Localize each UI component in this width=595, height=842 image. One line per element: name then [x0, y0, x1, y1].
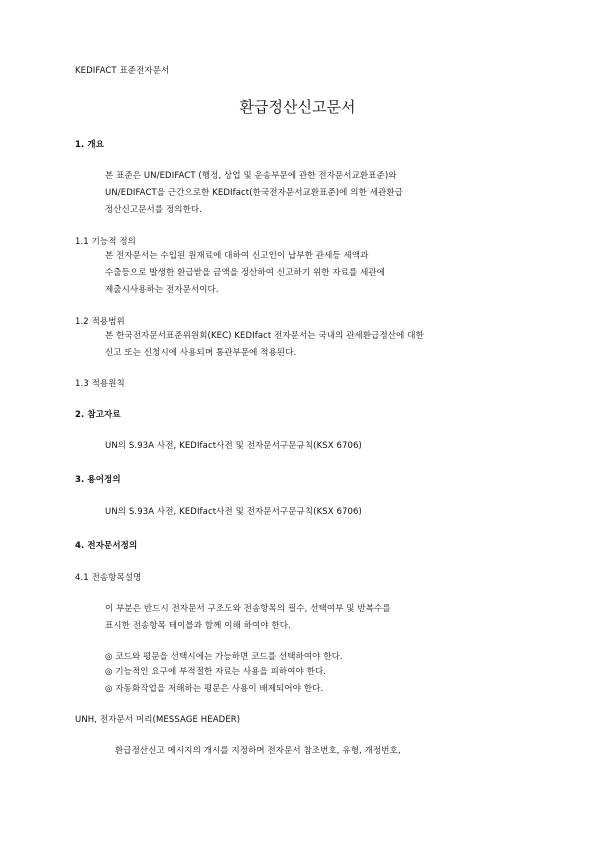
section-1-2-heading: 1.2 적용범위 [75, 317, 125, 327]
section-1-heading: 1. 개요 [75, 140, 105, 150]
section-1-1-paragraph-line: 제출시사용하는 전자문서이다. [105, 285, 219, 295]
document-header: KEDIFACT 표준전자문서 [75, 66, 170, 76]
unh-heading: UNH, 전자문서 머리(MESSAGE HEADER) [75, 715, 241, 725]
section-1-1-heading: 1.1 기능적 정의 [75, 237, 136, 247]
section-1-1-paragraph-line: 수출등으로 발생한 환급받을 금액을 정산하여 신고하기 위한 자료를 세관에 [105, 268, 386, 278]
document-title: 환급정산신고문서 [239, 98, 356, 116]
section-4-1-paragraph-line: 이 부분은 반드시 전자문서 구조도와 전송항목의 필수, 선택여부 및 반복수를 [105, 604, 391, 614]
section-3-paragraph-line: UN의 S.93A 사전, KEDIfact사전 및 전자문서구문규칙(KSX 6706) [105, 507, 362, 517]
section-4-1-paragraph-line: 표시한 전송항목 테이블과 함께 이해 하여야 한다. [105, 621, 291, 631]
section-4-heading: 4. 전자문서정의 [75, 541, 138, 551]
unh-paragraph-line: 환급정산신고 메시지의 개시를 지정하며 전자문서 참조번호, 유형, 개정번호, [115, 746, 401, 756]
section-1-paragraph-line: UN/EDIFACT을 근간으로한 KEDIfact(한국전자문서교환표준)에 의한 세관환급 [105, 188, 403, 198]
bullet-item: ◎ 코드와 평문을 선택시에는 가능하면 코드를 선택하여야 한다. [105, 652, 343, 662]
section-1-2-paragraph-line: 신고 또는 신청시에 사용되며 통관부문에 적용된다. [105, 348, 297, 358]
section-1-paragraph-line: 정산신고문서를 정의한다. [105, 205, 203, 215]
section-2-paragraph-line: UN의 S.93A 사전, KEDIfact사전 및 전자문서구문규칙(KSX 6706) [105, 441, 362, 451]
section-1-3-heading: 1.3 적용원칙 [75, 379, 125, 389]
section-4-1-heading: 4.1 전송항목설명 [75, 573, 142, 583]
section-1-paragraph-line: 본 표준은 UN/EDIFACT (행정, 상업 및 운송부문에 관한 전자문서교환표준)와 [105, 171, 397, 181]
section-1-1-paragraph-line: 본 전자문서는 수입된 원재료에 대하여 신고인이 납부한 관세등 세액과 [105, 251, 369, 261]
section-1-2-paragraph-line: 본 한국전자문서표준위원회(KEC) KEDIfact 전자문서는 국내의 관세환급정산에 대한 [105, 331, 424, 341]
section-3-heading: 3. 용어정의 [75, 475, 121, 485]
bullet-item: ◎ 자동화작업을 저해하는 평문은 사용이 배제되어야 한다. [105, 684, 324, 694]
bullet-item: ◎ 기능적인 요구에 부적절한 자료는 사용을 피하여야 한다. [105, 667, 327, 677]
section-2-heading: 2. 참고자료 [75, 410, 121, 420]
